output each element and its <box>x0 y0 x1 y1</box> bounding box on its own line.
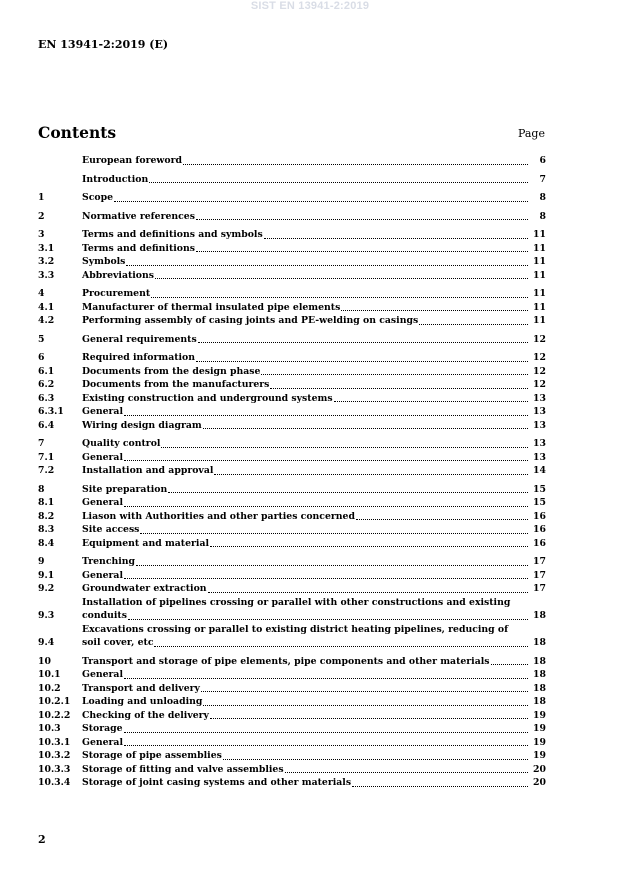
toc-entry-page: 15 <box>533 483 546 495</box>
toc-entry-title-text: Existing construction and underground systems <box>82 392 333 404</box>
toc-entry-number: 9.3 <box>38 610 55 621</box>
toc-entry-page: 16 <box>533 537 546 549</box>
toc-entry-title <box>82 333 530 347</box>
toc-entry-title-text: Installation and approval <box>82 465 214 476</box>
toc-entry-title <box>82 736 530 750</box>
toc-entry[interactable] <box>38 537 546 551</box>
toc-entry[interactable] <box>38 228 546 242</box>
toc-entry[interactable] <box>38 301 546 315</box>
toc-entry[interactable] <box>38 464 546 478</box>
dot-leader <box>124 415 528 416</box>
toc-entry-title-text: Checking of the delivery <box>82 709 209 721</box>
toc-entry-title <box>82 596 530 623</box>
toc-entry-title <box>82 437 530 451</box>
toc-entry-number: 7 <box>38 438 45 449</box>
toc-entry-number: 10.3.2 <box>38 750 71 761</box>
dot-leader <box>285 772 528 773</box>
toc-entry-title <box>82 287 530 301</box>
toc-entry-title <box>82 378 530 392</box>
dot-leader <box>341 310 528 311</box>
toc-entry-title-text: Terms and definitions and symbols <box>82 229 263 240</box>
toc-entry-number: 4.1 <box>38 301 55 313</box>
dot-leader <box>126 265 528 266</box>
toc-entry-title <box>82 405 530 419</box>
toc-entry-title <box>82 722 530 736</box>
toc-entry-title-text: Scope <box>82 192 113 203</box>
toc-entry-title <box>82 763 530 777</box>
dot-leader <box>124 745 528 746</box>
toc-entry-number: 4.2 <box>38 315 55 326</box>
toc-entry-title-text: Equipment and material <box>82 537 209 549</box>
toc-entry-page: 19 <box>533 736 546 748</box>
dot-leader <box>203 428 528 429</box>
toc-entry-title <box>82 301 530 315</box>
toc-entry-page: 16 <box>533 524 546 535</box>
toc-entry-number: 10.3.3 <box>38 763 71 775</box>
toc-entry-title <box>82 228 530 242</box>
toc-entry-title <box>82 365 530 379</box>
dot-leader <box>124 578 528 579</box>
dot-leader <box>201 691 528 692</box>
toc-entry[interactable] <box>38 623 546 650</box>
toc-entry-title-text: Storage <box>82 723 123 734</box>
toc-entry-title <box>82 483 530 497</box>
dot-leader <box>223 759 528 760</box>
dot-leader <box>261 374 528 375</box>
toc-entry-title-line2: conduits <box>82 610 127 621</box>
toc-entry-title <box>82 314 530 328</box>
dot-leader <box>136 565 528 566</box>
toc-entry-number: 8.3 <box>38 524 55 535</box>
toc-entry-title-text: Transport and delivery <box>82 682 200 694</box>
toc-entry-number: 10.2 <box>38 682 61 694</box>
dot-leader <box>124 460 528 461</box>
toc-entry[interactable] <box>38 655 546 669</box>
toc-entry[interactable] <box>38 351 546 365</box>
toc-entry-number: 9.1 <box>38 569 55 581</box>
toc-entry-number: 3.2 <box>38 256 55 267</box>
toc-entry-number: 1 <box>38 192 45 203</box>
toc-entry-title <box>82 623 530 650</box>
toc-entry-number: 3.1 <box>38 242 55 254</box>
toc-entry[interactable] <box>38 582 546 596</box>
dot-leader <box>334 401 528 402</box>
toc-entry-title-text: Groundwater extraction <box>82 583 207 594</box>
toc-entry-title-text: General <box>82 736 123 748</box>
toc-entry[interactable] <box>38 437 546 451</box>
toc-entry-title-text: Quality control <box>82 438 161 449</box>
toc-entry-title <box>82 464 530 478</box>
toc-entry-title <box>82 695 530 709</box>
toc-entry[interactable] <box>38 523 546 537</box>
toc-entry-title <box>82 351 530 365</box>
toc-entry-page: 17 <box>533 569 546 581</box>
toc-entry[interactable] <box>38 242 546 256</box>
toc-entry-page: 18 <box>533 655 546 667</box>
dot-leader <box>264 238 528 239</box>
toc-entry-title <box>82 255 530 269</box>
toc-entry-title <box>82 655 530 669</box>
toc-entry-title-text: General <box>82 451 123 463</box>
toc-entry[interactable] <box>38 269 546 283</box>
dot-leader <box>196 219 528 220</box>
toc-entry-page: 13 <box>533 406 546 417</box>
toc-entry-number: 7.2 <box>38 465 55 476</box>
toc-entry-title <box>82 496 530 510</box>
toc-entry-page: 15 <box>533 497 546 508</box>
toc-entry[interactable] <box>38 419 546 433</box>
toc-entry-title-text: General <box>82 497 123 508</box>
toc-entry-page: 13 <box>533 419 546 431</box>
toc-entry-page: 18 <box>533 610 546 621</box>
toc-entry[interactable] <box>38 483 546 497</box>
toc-entry[interactable] <box>38 392 546 406</box>
table-of-contents <box>38 154 546 790</box>
dot-leader <box>168 492 528 493</box>
toc-entry-title <box>82 776 530 790</box>
toc-entry-title-text: Symbols <box>82 256 126 267</box>
toc-entry-title-text: Storage of joint casing systems and other materials <box>82 777 352 788</box>
toc-entry-page: 18 <box>533 682 546 694</box>
toc-entry-number: 5 <box>38 333 45 345</box>
toc-entry-page: 20 <box>533 777 546 788</box>
toc-entry-title-text: Loading and unloading <box>82 696 203 707</box>
toc-entry-title <box>82 555 530 569</box>
dot-leader <box>356 519 528 520</box>
toc-entry-title-text: Documents from the manufacturers <box>82 379 270 390</box>
dot-leader <box>419 324 528 325</box>
toc-entry-number: 6.3 <box>38 392 55 404</box>
toc-entry-title <box>82 668 530 682</box>
dot-leader <box>124 678 528 679</box>
toc-entry-number: 3.3 <box>38 269 55 281</box>
toc-entry-page: 13 <box>533 392 546 404</box>
dot-leader <box>210 546 528 547</box>
contents-heading: Contents <box>38 123 117 142</box>
toc-entry-page: 8 <box>539 210 546 222</box>
toc-entry-title <box>82 210 530 224</box>
toc-entry-title <box>82 749 530 763</box>
toc-entry-number: 8 <box>38 483 45 495</box>
toc-entry[interactable] <box>38 255 546 269</box>
document-id: EN 13941-2:2019 (E) <box>38 38 169 51</box>
toc-entry-title-text: General requirements <box>82 333 197 345</box>
toc-entry-page: 19 <box>533 750 546 761</box>
toc-entry-title-text: Trenching <box>82 556 136 567</box>
toc-entry-title <box>82 419 530 433</box>
dot-leader <box>149 182 528 183</box>
toc-entry-number: 9.2 <box>38 583 55 594</box>
toc-entry[interactable] <box>38 722 546 736</box>
toc-entry-page: 7 <box>539 173 546 185</box>
toc-entry-title-text: Storage of fitting and valve assemblies <box>82 763 284 775</box>
toc-entry-page: 11 <box>533 288 546 299</box>
toc-entry-title-text: Site access <box>82 524 140 535</box>
dot-leader <box>183 164 528 165</box>
toc-entry[interactable] <box>38 736 546 750</box>
toc-entry-title-line2: soil cover, etc <box>82 637 154 648</box>
toc-entry-title <box>82 154 530 168</box>
toc-entry-page: 8 <box>539 192 546 203</box>
toc-entry-page: 18 <box>533 696 546 707</box>
dot-leader <box>352 786 528 787</box>
toc-entry-title-text: Wiring design diagram <box>82 419 202 431</box>
toc-entry-number: 6.3.1 <box>38 406 64 417</box>
toc-entry[interactable] <box>38 333 546 347</box>
toc-entry-page: 12 <box>533 379 546 390</box>
toc-entry[interactable] <box>38 314 546 328</box>
toc-entry-title-line1: Installation of pipelines crossing or parallel with other constructions and existing <box>82 596 511 608</box>
toc-entry[interactable] <box>38 496 546 510</box>
toc-entry-title-text: Storage of pipe assemblies <box>82 750 222 761</box>
toc-entry-number: 10.1 <box>38 669 61 680</box>
toc-entry-title-text: Transport and storage of pipe elements, pipe components and other materials <box>82 655 490 667</box>
toc-entry[interactable] <box>38 451 546 465</box>
toc-entry-title <box>82 191 530 205</box>
toc-entry-page: 17 <box>533 583 546 594</box>
toc-entry-title <box>82 682 530 696</box>
toc-entry-number: 8.2 <box>38 510 55 522</box>
toc-entry-page: 11 <box>533 269 546 281</box>
dot-leader <box>124 506 528 507</box>
toc-entry-title-text: Terms and definitions <box>82 242 195 254</box>
toc-entry[interactable] <box>38 365 546 379</box>
toc-entry-number: 9.4 <box>38 637 55 648</box>
dot-leader <box>155 278 528 279</box>
toc-entry[interactable] <box>38 210 546 224</box>
toc-entry-page: 12 <box>533 365 546 377</box>
toc-entry[interactable] <box>38 749 546 763</box>
toc-entry[interactable] <box>38 596 546 623</box>
toc-entry-title <box>82 392 530 406</box>
toc-entry[interactable] <box>38 191 546 205</box>
toc-entry-title-text: General <box>82 669 123 680</box>
toc-entry[interactable] <box>38 776 546 790</box>
toc-entry[interactable] <box>38 682 546 696</box>
toc-entry-page: 18 <box>533 637 546 648</box>
page-number: 2 <box>38 833 46 846</box>
toc-entry-page: 19 <box>533 709 546 721</box>
toc-entry[interactable] <box>38 287 546 301</box>
dot-leader <box>140 533 528 534</box>
toc-entry[interactable] <box>38 668 546 682</box>
dot-leader <box>196 361 528 362</box>
toc-entry-page: 11 <box>533 315 546 326</box>
toc-entry-number: 10.3 <box>38 723 61 734</box>
toc-entry-title-text: Documents from the design phase <box>82 365 261 377</box>
toc-entry-number: 4 <box>38 288 45 299</box>
toc-entry-page: 11 <box>533 256 546 267</box>
toc-entry[interactable] <box>38 154 546 168</box>
toc-entry[interactable] <box>38 378 546 392</box>
toc-entry-number: 8.4 <box>38 537 55 549</box>
toc-entry-title-line1: Excavations crossing or parallel to existing district heating pipelines, reducing of <box>82 623 509 635</box>
toc-entry-title <box>82 709 530 723</box>
toc-entry-number: 7.1 <box>38 451 55 463</box>
toc-entry-title <box>82 569 530 583</box>
toc-entry-number: 3 <box>38 229 45 240</box>
toc-entry-number: 6 <box>38 352 45 363</box>
toc-entry-page: 13 <box>533 438 546 449</box>
dot-leader <box>196 251 528 252</box>
dot-leader <box>203 705 528 706</box>
toc-entry-title-text: Performing assembly of casing joints and PE-welding on casings <box>82 315 419 326</box>
toc-entry-title-text: General <box>82 569 123 581</box>
toc-entry-title <box>82 173 530 187</box>
toc-entry-number: 2 <box>38 210 45 222</box>
toc-entry-page: 19 <box>533 723 546 734</box>
page-column-label: Page <box>517 127 545 140</box>
dot-leader <box>210 718 528 719</box>
toc-entry-number: 6.2 <box>38 379 55 390</box>
toc-entry-title-text: Introduction <box>82 173 149 185</box>
toc-entry-page: 11 <box>533 301 546 313</box>
toc-entry-number: 10.2.1 <box>38 696 71 707</box>
dot-leader <box>151 297 528 298</box>
toc-entry-title <box>82 269 530 283</box>
toc-entry-page: 16 <box>533 510 546 522</box>
toc-entry-number: 8.1 <box>38 497 55 508</box>
toc-entry[interactable] <box>38 510 546 524</box>
toc-entry-title-text: European foreword <box>82 155 182 166</box>
toc-entry-title-text: Manufacturer of thermal insulated pipe elements <box>82 301 341 313</box>
toc-entry-title <box>82 451 530 465</box>
toc-entry[interactable] <box>38 173 546 187</box>
toc-entry-page: 11 <box>533 229 546 240</box>
toc-entry-title-text: Abbreviations <box>82 269 155 281</box>
toc-entry-page: 14 <box>533 465 546 476</box>
toc-entry-title <box>82 523 530 537</box>
toc-entry-title <box>82 537 530 551</box>
toc-entry-page: 18 <box>533 669 546 680</box>
toc-entry-page: 13 <box>533 451 546 463</box>
dot-leader <box>114 201 528 202</box>
watermark: SIST EN 13941-2:2019 <box>250 0 370 12</box>
toc-entry-number: 10.2.2 <box>38 709 71 721</box>
toc-entry-title-text: Liason with Authorities and other parties concerned <box>82 510 355 522</box>
dot-leader <box>208 592 528 593</box>
dot-leader <box>161 447 528 448</box>
toc-entry-page: 12 <box>533 352 546 363</box>
toc-entry[interactable] <box>38 555 546 569</box>
toc-entry-page: 12 <box>533 333 546 345</box>
dot-leader <box>270 388 528 389</box>
toc-entry-number: 10.3.1 <box>38 736 71 748</box>
toc-entry-title-text: Procurement <box>82 288 151 299</box>
toc-entry-number: 6.4 <box>38 419 55 431</box>
dot-leader <box>154 646 528 647</box>
toc-entry-title <box>82 582 530 596</box>
dot-leader <box>128 619 528 620</box>
dot-leader <box>214 474 528 475</box>
toc-entry[interactable] <box>38 569 546 583</box>
toc-entry-page: 11 <box>533 242 546 254</box>
toc-entry-page: 17 <box>533 556 546 567</box>
toc-entry-title-text: Normative references <box>82 210 195 222</box>
toc-entry[interactable] <box>38 405 546 419</box>
dot-leader <box>124 732 528 733</box>
toc-entry[interactable] <box>38 763 546 777</box>
toc-entry-title-text: General <box>82 406 123 417</box>
toc-entry-number: 9 <box>38 556 45 567</box>
toc-entry[interactable] <box>38 709 546 723</box>
toc-entry-number: 10.3.4 <box>38 777 71 788</box>
toc-entry-page: 20 <box>533 763 546 775</box>
dot-leader <box>491 664 528 665</box>
toc-entry-title-text: Site preparation <box>82 483 168 495</box>
toc-entry-number: 6.1 <box>38 365 55 377</box>
toc-entry-page: 6 <box>539 155 546 166</box>
dot-leader <box>198 342 528 343</box>
toc-entry-title <box>82 242 530 256</box>
toc-entry[interactable] <box>38 695 546 709</box>
toc-entry-title-text: Required information <box>82 352 196 363</box>
toc-entry-title <box>82 510 530 524</box>
toc-entry-number: 10 <box>38 655 51 667</box>
